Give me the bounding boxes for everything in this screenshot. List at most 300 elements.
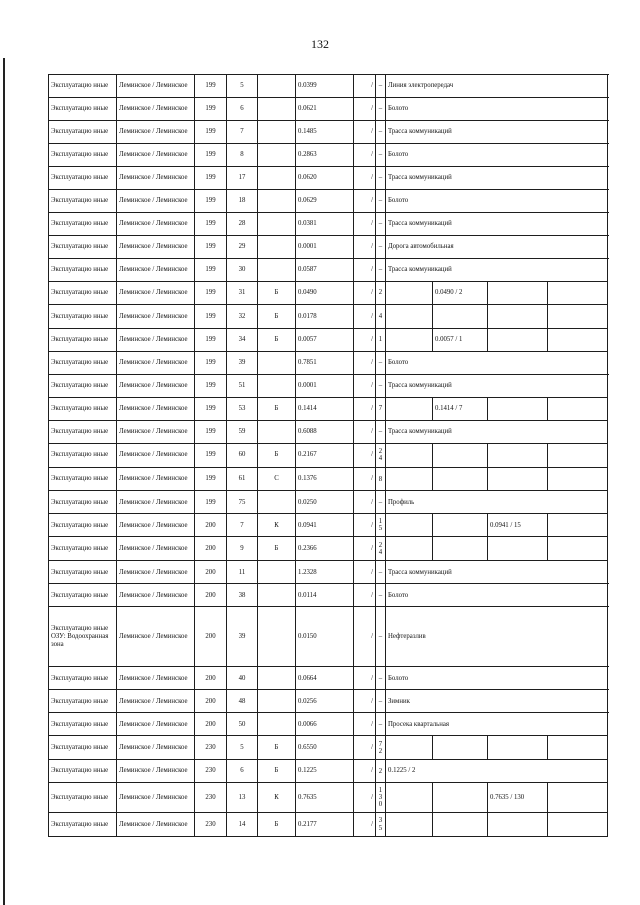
quarter-number-cell: 199: [195, 213, 227, 236]
area-cell: 0.0629: [296, 190, 354, 213]
table-row: [49, 736, 608, 760]
land-type-cell: Б: [258, 760, 296, 783]
denominator-digit: 4: [378, 312, 383, 320]
location-cell: Леминское / Леминское: [117, 75, 195, 98]
area-cell: 0.2863: [296, 144, 354, 167]
category-cell: Эксплуатацио нные: [49, 491, 117, 514]
location-cell: Леминское / Леминское: [117, 351, 195, 374]
area-cell: 0.2366: [296, 537, 354, 561]
plot-number-cell: 17: [227, 167, 258, 190]
area-cell: 0.0150: [296, 607, 354, 667]
denominator-cell: [376, 236, 386, 259]
denominator-cell: [376, 98, 386, 121]
table-row: [49, 491, 608, 514]
land-type-cell: [258, 190, 296, 213]
quarter-number-cell: 199: [195, 467, 227, 491]
land-type-cell: [258, 491, 296, 514]
land-type-cell: [258, 259, 296, 282]
quarter-number-cell: 200: [195, 713, 227, 736]
description-cell: Болото: [386, 351, 608, 374]
value-cell-1: [433, 443, 488, 467]
denominator-digit: –: [378, 359, 383, 367]
plot-number-cell: 40: [227, 667, 258, 690]
location-cell: Леминское / Леминское: [117, 537, 195, 561]
quarter-number-cell: 199: [195, 75, 227, 98]
location-cell: Леминское / Леминское: [117, 736, 195, 760]
quarter-number-cell: 200: [195, 690, 227, 713]
location-cell: Леминское / Леминское: [117, 236, 195, 259]
value-cell-3: [548, 443, 608, 467]
slash-cell: /: [354, 121, 376, 144]
location-cell: Леминское / Леминское: [117, 167, 195, 190]
description-cell: [386, 282, 433, 305]
plot-number-cell: 29: [227, 236, 258, 259]
location-cell: Леминское / Леминское: [117, 607, 195, 667]
value-cell-1: [433, 783, 488, 813]
slash-cell: /: [354, 760, 376, 783]
category-cell: Эксплуатацио нные: [49, 167, 117, 190]
quarter-number-cell: 199: [195, 98, 227, 121]
table-row: [49, 420, 608, 443]
page-number: 132: [311, 37, 329, 51]
plot-number-cell: 51: [227, 374, 258, 397]
value-cell-2: [488, 397, 548, 420]
description-cell: Дорога автомобильная: [386, 236, 608, 259]
plot-number-cell: 30: [227, 259, 258, 282]
quarter-number-cell: 230: [195, 760, 227, 783]
category-cell: Эксплуатацио нные: [49, 190, 117, 213]
category-cell: Эксплуатацио нные: [49, 736, 117, 760]
value-cell-3: [548, 783, 608, 813]
category-cell: Эксплуатацио нные: [49, 305, 117, 329]
left-margin-rule: [3, 58, 5, 905]
description-cell: Линия электропередач: [386, 75, 608, 98]
quarter-number-cell: 199: [195, 374, 227, 397]
land-type-cell: [258, 584, 296, 607]
description-cell: [386, 328, 433, 351]
slash-cell: /: [354, 167, 376, 190]
table-row: [49, 813, 608, 837]
location-cell: Леминское / Леминское: [117, 282, 195, 305]
denominator-digit: 5: [378, 525, 383, 533]
slash-cell: /: [354, 467, 376, 491]
value-cell-3: [548, 305, 608, 329]
location-cell: Леминское / Леминское: [117, 98, 195, 121]
plot-number-cell: 31: [227, 282, 258, 305]
description-cell: Болото: [386, 667, 608, 690]
plot-number-cell: 8: [227, 144, 258, 167]
slash-cell: /: [354, 713, 376, 736]
location-cell: Леминское / Леминское: [117, 783, 195, 813]
denominator-cell: [376, 167, 386, 190]
land-type-cell: Б: [258, 282, 296, 305]
quarter-number-cell: 230: [195, 813, 227, 837]
plot-number-cell: 6: [227, 98, 258, 121]
category-cell: Эксплуатацио нные: [49, 144, 117, 167]
denominator-cell: [376, 467, 386, 491]
plot-number-cell: 61: [227, 467, 258, 491]
value-cell-1: 0.0057 / 1: [433, 328, 488, 351]
location-cell: Леминское / Леминское: [117, 144, 195, 167]
slash-cell: /: [354, 690, 376, 713]
category-cell: Эксплуатацио нные: [49, 259, 117, 282]
denominator-digit: 1: [378, 336, 383, 344]
land-type-cell: [258, 75, 296, 98]
quarter-number-cell: 199: [195, 167, 227, 190]
area-cell: 0.0114: [296, 584, 354, 607]
denominator-cell: [376, 443, 386, 467]
area-cell: 0.6088: [296, 420, 354, 443]
slash-cell: /: [354, 443, 376, 467]
table-row: [49, 351, 608, 374]
quarter-number-cell: 230: [195, 783, 227, 813]
land-type-cell: Б: [258, 443, 296, 467]
land-type-cell: Б: [258, 328, 296, 351]
area-cell: 0.7635: [296, 783, 354, 813]
slash-cell: /: [354, 305, 376, 329]
denominator-digit: –: [378, 151, 383, 159]
denominator-cell: [376, 607, 386, 667]
denominator-cell: [376, 420, 386, 443]
quarter-number-cell: 199: [195, 236, 227, 259]
description-cell: [386, 467, 433, 491]
area-cell: 0.0178: [296, 305, 354, 329]
category-cell: Эксплуатацио нные: [49, 667, 117, 690]
slash-cell: /: [354, 213, 376, 236]
denominator-digit: 2: [378, 448, 383, 456]
location-cell: Леминское / Леминское: [117, 190, 195, 213]
slash-cell: /: [354, 98, 376, 121]
slash-cell: /: [354, 584, 376, 607]
plot-number-cell: 18: [227, 190, 258, 213]
quarter-number-cell: 200: [195, 537, 227, 561]
denominator-digit: –: [378, 697, 383, 705]
area-cell: 0.0941: [296, 514, 354, 537]
description-cell: Болото: [386, 98, 608, 121]
location-cell: Леминское / Леминское: [117, 374, 195, 397]
table-row: [49, 713, 608, 736]
quarter-number-cell: 199: [195, 282, 227, 305]
table-row: [49, 213, 608, 236]
plot-number-cell: 59: [227, 420, 258, 443]
area-cell: 0.0057: [296, 328, 354, 351]
denominator-cell: [376, 736, 386, 760]
area-cell: 0.1376: [296, 467, 354, 491]
area-cell: 0.6550: [296, 736, 354, 760]
description-cell: Болото: [386, 190, 608, 213]
plot-number-cell: 39: [227, 607, 258, 667]
value-cell-3: [548, 328, 608, 351]
table-row: [49, 121, 608, 144]
slash-cell: /: [354, 736, 376, 760]
denominator-cell: [376, 213, 386, 236]
denominator-cell: [376, 328, 386, 351]
denominator-cell: [376, 190, 386, 213]
denominator-cell: [376, 351, 386, 374]
category-cell: Эксплуатацио нные: [49, 420, 117, 443]
quarter-number-cell: 199: [195, 397, 227, 420]
denominator-digit: –: [378, 382, 383, 390]
quarter-number-cell: 199: [195, 305, 227, 329]
category-cell: Эксплуатацио нные: [49, 282, 117, 305]
denominator-digit: 2: [378, 541, 383, 549]
quarter-number-cell: 200: [195, 561, 227, 584]
category-cell: Эксплуатацио нные: [49, 213, 117, 236]
land-type-cell: Б: [258, 397, 296, 420]
value-cell-3: [548, 736, 608, 760]
area-cell: 0.0256: [296, 690, 354, 713]
value-cell-2: [488, 813, 548, 837]
denominator-digit: 4: [378, 548, 383, 556]
land-type-cell: [258, 98, 296, 121]
quarter-number-cell: 199: [195, 328, 227, 351]
value-cell-1: [433, 514, 488, 537]
table-row: [49, 537, 608, 561]
land-type-cell: [258, 690, 296, 713]
denominator-digit: 8: [378, 475, 383, 483]
location-cell: Леминское / Леминское: [117, 259, 195, 282]
denominator-digit: 2: [378, 747, 383, 755]
denominator-digit: –: [378, 243, 383, 251]
value-cell-3: [548, 537, 608, 561]
denominator-digit: –: [378, 633, 383, 641]
quarter-number-cell: 199: [195, 420, 227, 443]
value-cell-2: 0.7635 / 130: [488, 783, 548, 813]
slash-cell: /: [354, 282, 376, 305]
slash-cell: /: [354, 351, 376, 374]
category-cell: Эксплуатацио нные: [49, 813, 117, 837]
value-cell-2: 0.0941 / 15: [488, 514, 548, 537]
location-cell: Леминское / Леминское: [117, 760, 195, 783]
quarter-number-cell: 200: [195, 667, 227, 690]
area-cell: 0.0001: [296, 374, 354, 397]
denominator-digit: 3: [378, 817, 383, 825]
description-cell: Болото: [386, 584, 608, 607]
area-cell: 0.1414: [296, 397, 354, 420]
area-cell: 0.0066: [296, 713, 354, 736]
denominator-cell: [376, 259, 386, 282]
denominator-digit: 2: [378, 767, 383, 775]
slash-cell: /: [354, 537, 376, 561]
denominator-digit: –: [378, 220, 383, 228]
value-cell-1: 0.0490 / 2: [433, 282, 488, 305]
category-cell: Эксплуатацио нные: [49, 397, 117, 420]
description-cell: Трасса коммуникаций: [386, 259, 608, 282]
table-row: [49, 443, 608, 467]
denominator-digit: 5: [378, 824, 383, 832]
denominator-cell: [376, 813, 386, 837]
description-cell: [386, 736, 433, 760]
area-cell: 0.2167: [296, 443, 354, 467]
denominator-digit: –: [378, 266, 383, 274]
denominator-cell: [376, 667, 386, 690]
category-cell: Эксплуатацио нные: [49, 760, 117, 783]
plot-number-cell: 28: [227, 213, 258, 236]
category-cell: Эксплуатацио нные ОЗУ: Водоохранная зона: [49, 607, 117, 667]
area-cell: 0.0587: [296, 259, 354, 282]
description-cell: Трасса коммуникаций: [386, 167, 608, 190]
location-cell: Леминское / Леминское: [117, 690, 195, 713]
table-body: [49, 75, 608, 837]
slash-cell: /: [354, 259, 376, 282]
slash-cell: /: [354, 420, 376, 443]
slash-cell: /: [354, 561, 376, 584]
description-cell: Профиль: [386, 491, 608, 514]
value-cell-1: [433, 305, 488, 329]
denominator-digit: –: [378, 498, 383, 506]
description-cell: [386, 813, 433, 837]
slash-cell: /: [354, 144, 376, 167]
area-cell: 1.2328: [296, 561, 354, 584]
description-cell: Нефтеразлив: [386, 607, 608, 667]
location-cell: Леминское / Леминское: [117, 514, 195, 537]
description-cell: Просека квартальная: [386, 713, 608, 736]
location-cell: Леминское / Леминское: [117, 328, 195, 351]
category-cell: Эксплуатацио нные: [49, 328, 117, 351]
slash-cell: /: [354, 328, 376, 351]
denominator-cell: [376, 760, 386, 783]
denominator-digit: 7: [378, 740, 383, 748]
denominator-digit: 1: [378, 786, 383, 794]
land-type-cell: [258, 144, 296, 167]
quarter-number-cell: 200: [195, 514, 227, 537]
denominator-cell: [376, 783, 386, 813]
denominator-digit: 4: [378, 455, 383, 463]
plot-number-cell: 6: [227, 760, 258, 783]
table-row: [49, 584, 608, 607]
area-cell: 0.1225: [296, 760, 354, 783]
area-cell: 0.0621: [296, 98, 354, 121]
table-row: [49, 760, 608, 783]
description-cell: Трасса коммуникаций: [386, 420, 608, 443]
denominator-digit: 0: [378, 801, 383, 809]
value-cell-1: [433, 813, 488, 837]
location-cell: Леминское / Леминское: [117, 420, 195, 443]
land-type-cell: [258, 420, 296, 443]
category-cell: Эксплуатацио нные: [49, 537, 117, 561]
value-cell-3: [548, 397, 608, 420]
value-cell-1: [433, 537, 488, 561]
denominator-cell: [376, 561, 386, 584]
table-row: [49, 607, 608, 667]
land-type-cell: [258, 561, 296, 584]
table-row: [49, 167, 608, 190]
denominator-digit: 3: [378, 794, 383, 802]
slash-cell: /: [354, 75, 376, 98]
plot-number-cell: 32: [227, 305, 258, 329]
description-cell: Трасса коммуникаций: [386, 121, 608, 144]
slash-cell: /: [354, 190, 376, 213]
denominator-cell: [376, 305, 386, 329]
description-cell: [386, 783, 433, 813]
table-row: [49, 236, 608, 259]
category-cell: Эксплуатацио нные: [49, 713, 117, 736]
quarter-number-cell: 199: [195, 351, 227, 374]
plot-number-cell: 7: [227, 514, 258, 537]
denominator-digit: –: [378, 82, 383, 90]
description-cell: Трасса коммуникаций: [386, 213, 608, 236]
denominator-cell: [376, 282, 386, 305]
location-cell: Леминское / Леминское: [117, 713, 195, 736]
quarter-number-cell: 199: [195, 144, 227, 167]
table-row: [49, 374, 608, 397]
denominator-cell: [376, 75, 386, 98]
plot-number-cell: 14: [227, 813, 258, 837]
description-cell: Зимник: [386, 690, 608, 713]
value-cell-2: [488, 305, 548, 329]
description-cell: Трасса коммуникаций: [386, 561, 608, 584]
category-cell: Эксплуатацио нные: [49, 690, 117, 713]
quarter-number-cell: 200: [195, 584, 227, 607]
location-cell: Леминское / Леминское: [117, 584, 195, 607]
land-register-table: [48, 74, 608, 837]
category-cell: Эксплуатацио нные: [49, 561, 117, 584]
description-cell: Трасса коммуникаций: [386, 374, 608, 397]
plot-number-cell: 34: [227, 328, 258, 351]
value-cell-2: [488, 467, 548, 491]
land-type-cell: [258, 167, 296, 190]
category-cell: Эксплуатацио нные: [49, 374, 117, 397]
category-cell: Эксплуатацио нные: [49, 514, 117, 537]
category-cell: Эксплуатацио нные: [49, 443, 117, 467]
plot-number-cell: 48: [227, 690, 258, 713]
land-type-cell: Б: [258, 813, 296, 837]
location-cell: Леминское / Леминское: [117, 305, 195, 329]
land-type-cell: [258, 351, 296, 374]
description-cell: 0.1225 / 2: [386, 760, 608, 783]
plot-number-cell: 11: [227, 561, 258, 584]
location-cell: Леминское / Леминское: [117, 813, 195, 837]
land-type-cell: [258, 236, 296, 259]
location-cell: Леминское / Леминское: [117, 561, 195, 584]
denominator-digit: 7: [378, 405, 383, 413]
quarter-number-cell: 199: [195, 491, 227, 514]
category-cell: Эксплуатацио нные: [49, 351, 117, 374]
area-cell: 0.0490: [296, 282, 354, 305]
denominator-digit: 1: [378, 518, 383, 526]
category-cell: Эксплуатацио нные: [49, 121, 117, 144]
area-cell: 0.0399: [296, 75, 354, 98]
table-row: [49, 397, 608, 420]
table-row: [49, 305, 608, 329]
plot-number-cell: 53: [227, 397, 258, 420]
denominator-cell: [376, 374, 386, 397]
location-cell: Леминское / Леминское: [117, 121, 195, 144]
table-row: [49, 783, 608, 813]
area-cell: 0.7851: [296, 351, 354, 374]
value-cell-3: [548, 282, 608, 305]
area-cell: 0.0381: [296, 213, 354, 236]
category-cell: Эксплуатацио нные: [49, 75, 117, 98]
table-row: [49, 328, 608, 351]
value-cell-2: [488, 328, 548, 351]
plot-number-cell: 50: [227, 713, 258, 736]
land-type-cell: С: [258, 467, 296, 491]
slash-cell: /: [354, 397, 376, 420]
denominator-digit: –: [378, 591, 383, 599]
description-cell: [386, 537, 433, 561]
area-cell: 0.0250: [296, 491, 354, 514]
table-row: [49, 75, 608, 98]
land-type-cell: [258, 121, 296, 144]
description-cell: [386, 443, 433, 467]
location-cell: Леминское / Леминское: [117, 443, 195, 467]
area-cell: 0.0664: [296, 667, 354, 690]
denominator-cell: [376, 537, 386, 561]
plot-number-cell: 9: [227, 537, 258, 561]
description-cell: Болото: [386, 144, 608, 167]
denominator-cell: [376, 121, 386, 144]
